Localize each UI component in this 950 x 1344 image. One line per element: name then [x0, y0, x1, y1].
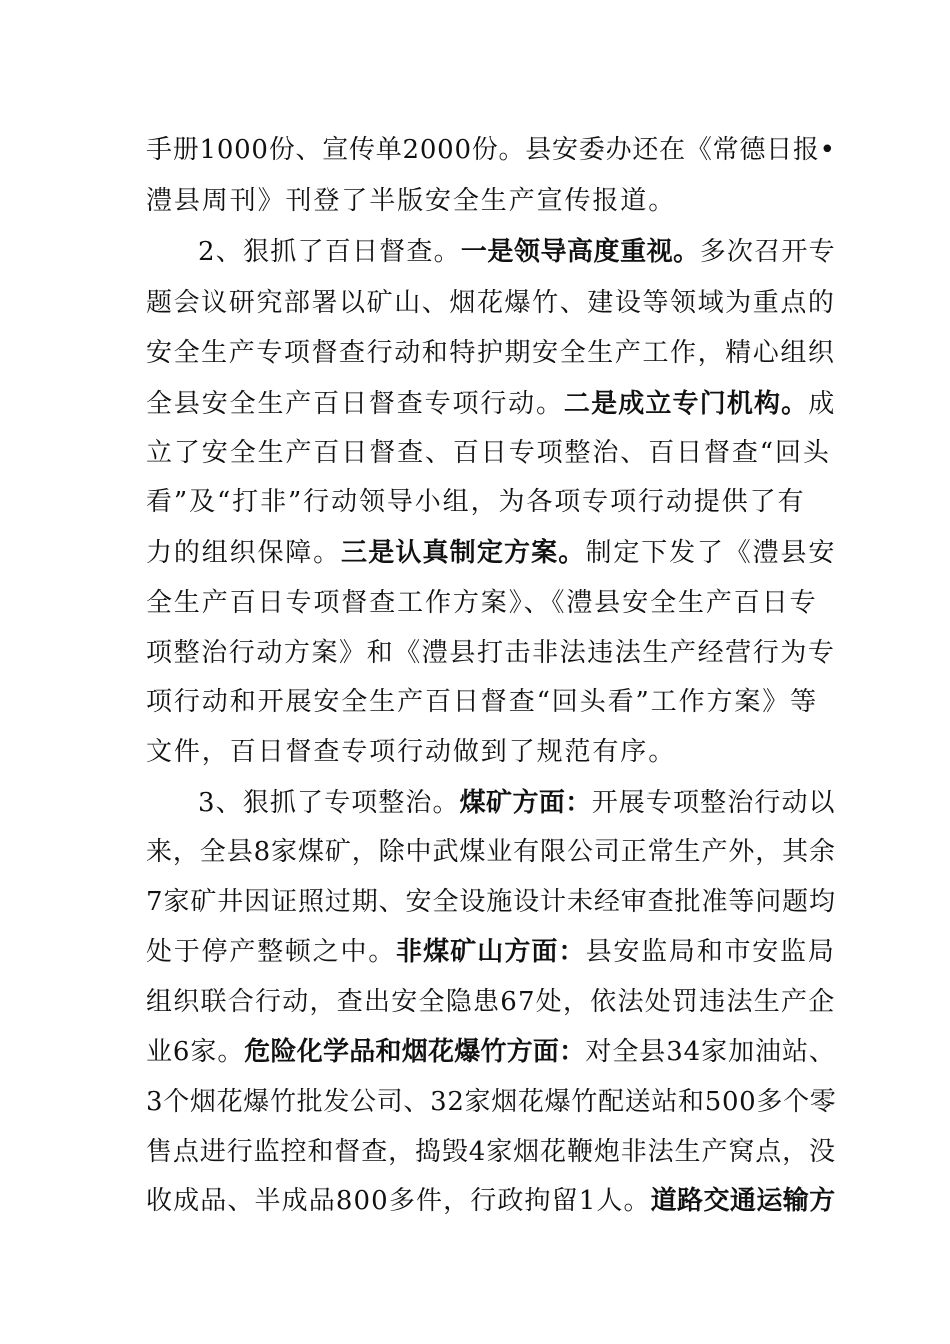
text-line	[146, 685, 836, 719]
text-run: 多次召开专	[699, 237, 836, 267]
text-line	[146, 184, 836, 218]
text-line	[146, 636, 836, 670]
text-run: 项整治行动方案》和《澧县打击非法违法生产经营行为专	[146, 638, 836, 668]
bold-heading: 一是领导高度重视。	[460, 237, 700, 267]
text-line	[146, 387, 836, 421]
text-run: 立了安全生产百日督查、百日专项整治、百日督查“回头	[146, 438, 831, 468]
text-run: 7家矿井因证照过期、安全设施设计未经审查批准等问题均	[146, 887, 836, 917]
text-run: 2、狠抓了百日督查。	[198, 237, 461, 267]
text-run: 业6家。	[146, 1037, 245, 1067]
bold-heading: 煤矿方面：	[459, 788, 592, 818]
text-run: 来，全县8家煤矿，除中武煤业有限公司正常生产外，其余	[146, 837, 836, 867]
text-line	[146, 985, 836, 1019]
bold-heading: 道路交通运输方	[650, 1186, 836, 1216]
text-run: 澧县周刊》刊登了半版安全生产宣传报道。	[146, 186, 677, 216]
text-run: 组织联合行动，查出安全隐患67处，依法处罚违法生产企	[146, 987, 836, 1017]
bold-heading: 二是成立专门机构。	[563, 389, 809, 419]
text-run: 3个烟花爆竹批发公司、32家烟花爆竹配送站和500多个零	[146, 1087, 837, 1117]
text-run: 题会议研究部署以矿山、烟花爆竹、建设等领域为重点的	[146, 288, 836, 318]
text-run: 力的组织保障。	[146, 538, 342, 568]
text-line	[146, 1184, 836, 1218]
text-run: 县安监局和市安监局	[585, 937, 836, 967]
text-line	[146, 1035, 836, 1069]
text-run: 全生产百日专项督查工作方案》、《澧县安全生产百日专	[146, 588, 818, 618]
text-run: 全县安全生产百日督查专项行动。	[146, 389, 564, 419]
text-run: 3、狠抓了专项整治。	[198, 788, 460, 818]
text-run: 对全县34家加油站、	[585, 1037, 836, 1067]
text-line	[146, 835, 836, 869]
text-line	[146, 1085, 836, 1119]
text-line	[146, 336, 836, 370]
text-run: 处于停产整顿之中。	[146, 937, 397, 967]
text-line	[146, 436, 836, 470]
bold-heading: 非煤矿山方面：	[396, 937, 586, 967]
text-line	[146, 485, 836, 519]
paragraph-3-first-line	[198, 786, 836, 820]
text-run: 手册1000份、宣传单2000份。县安委办还在《常德日报•	[146, 135, 836, 165]
text-run: 制定下发了《澧县安	[585, 538, 837, 568]
text-line	[146, 1135, 836, 1169]
text-run: 收成品、半成品800多件，行政拘留1人。	[146, 1186, 651, 1216]
text-run: 售点进行监控和督查，捣毁4家烟花鞭炮非法生产窝点，没	[146, 1137, 836, 1167]
text-run: 文件，百日督查专项行动做到了规范有序。	[146, 737, 677, 767]
text-run: 安全生产专项督查行动和特护期安全生产工作，精心组织	[146, 338, 836, 368]
paragraph-2-first-line	[198, 235, 836, 269]
text-run: 看”及“打非”行动领导小组，为各项专项行动提供了有	[146, 487, 806, 517]
text-run: 成	[808, 389, 837, 419]
text-line	[146, 586, 836, 620]
text-line	[146, 735, 836, 769]
text-run: 项行动和开展安全生产百日督查“回头看”工作方案》等	[146, 687, 819, 717]
text-line	[146, 536, 836, 570]
bold-heading: 危险化学品和烟花爆竹方面：	[244, 1037, 586, 1067]
text-line	[146, 935, 836, 969]
bold-heading: 三是认真制定方案。	[341, 538, 586, 568]
text-line	[146, 885, 836, 919]
text-line	[146, 286, 836, 320]
text-line	[146, 133, 836, 167]
text-run: 开展专项整治行动以	[591, 788, 836, 818]
